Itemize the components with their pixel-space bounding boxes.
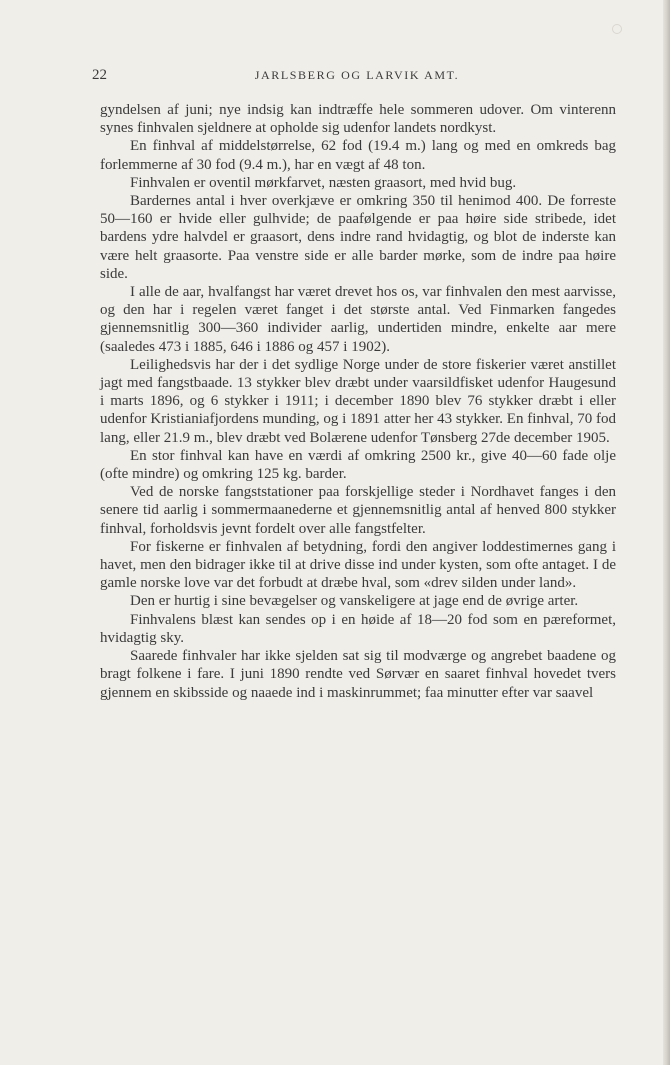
page-edge [663, 0, 670, 1065]
paragraph-color: Finhvalen er oventil mørkfarvet, næsten graasort, med hvid bug. [130, 174, 517, 191]
page-number: 22 [92, 67, 107, 83]
paragraph-stations: Ved de norske fangststationer paa forskjellige steder i Nordhavet fanges i den senere tid aarlig i sommermaanederne et gjennemsnitlig antal af henved 800 stykker finhval, forholdsvis jevnt fordelt over alle fangstfelter. [100, 484, 616, 537]
paper-stain [612, 24, 622, 34]
paragraph-size: En finhval af middelstørrelse, 62 fod (19.4 m.) lang og med en omkreds bag forlemmerne af 30 fod (9.4 m.), har en vægt af 48 ton. [100, 138, 616, 173]
paragraph-continuation: gyndelsen af juni; nye indsig kan indtræffe hele sommeren udover. Om vinterenn synes finhvalen sjeldnere at opholde sig udenfor landets nordkyst. [100, 102, 616, 137]
paragraph-blow: Finhvalens blæst kan sendes op i en høide af 18—20 fod som en pæreformet, hvidagtig sky. [100, 611, 616, 646]
paragraph-southern-hunts: Leilighedsvis har der i det sydlige Norge under de store fiskerier været anstillet jagt med fangstbaade. 13 stykker blev dræbt under vaarsildfisket udenfor Haugesund i marts 1896, og 6 stykker i 1911; i december 1890 blev 76 stykker dræbt i eller udenfor Kristianiafjordens munding, og i 1891 atter her 43 stykker. En finhval, 70 fod lang, eller 21.9 m., blev dræbt ved Bolærene udenfor Tønsberg 27de december 1905. [100, 356, 616, 446]
paragraph-fishermen: For fiskerne er finhvalen af betydning, fordi den angiver loddestimernes gang i havet, men den bidrager ikke til at drive disse ind under kysten, som ofte antaget. I de gamle norske love var det forbudt at dræbe hval, som «drev silden under land». [100, 538, 616, 592]
body-text [100, 101, 616, 702]
paragraph-whaling-history: I alle de aar, hvalfangst har været drevet hos os, var finhvalen den mest aarvisse, og den har i regelen været fanget i det største antal. Ved Finmarken fangedes gjennemsnitlig 300—360 individer aarlig, undertiden mindre, enkelte aar mere (saaledes 473 i 1885, 646 i 1886 og 457 i 1902). [100, 284, 616, 355]
running-head: JARLSBERG OG LARVIK AMT. [254, 68, 460, 82]
paragraph-wounded: Saarede finhvaler har ikke sjelden sat sig til modværge og angrebet baadene og bragt folkene i fare. I juni 1890 rendte ved Sørvær en saaret finhval hovedet tvers gjennem en skibsside og naaede ind i maskinrummet; faa minutter efter var saavel [100, 648, 616, 701]
paragraph-baleen: Bardernes antal i hver overkjæve er omkring 350 til henimod 400. De forreste 50—160 er hvide eller gulhvide; de paafølgende er paa høire side stribede, idet bardens ydre halvdel er graasort, dens indre rand hvidagtig, og blot de inderste kan være helt graasorte. Paa venstre side er alle barder mørke, som de indre paa høire side. [100, 193, 616, 282]
page-header [92, 67, 616, 87]
paragraph-speed: Den er hurtig i sine bevægelser og vanskeligere at jage end de øvrige arter. [130, 593, 579, 610]
paragraph-value: En stor finhval kan have en værdi af omkring 2500 kr., give 40—60 fade olje (ofte mindre) og omkring 125 kg. barder. [100, 447, 616, 483]
